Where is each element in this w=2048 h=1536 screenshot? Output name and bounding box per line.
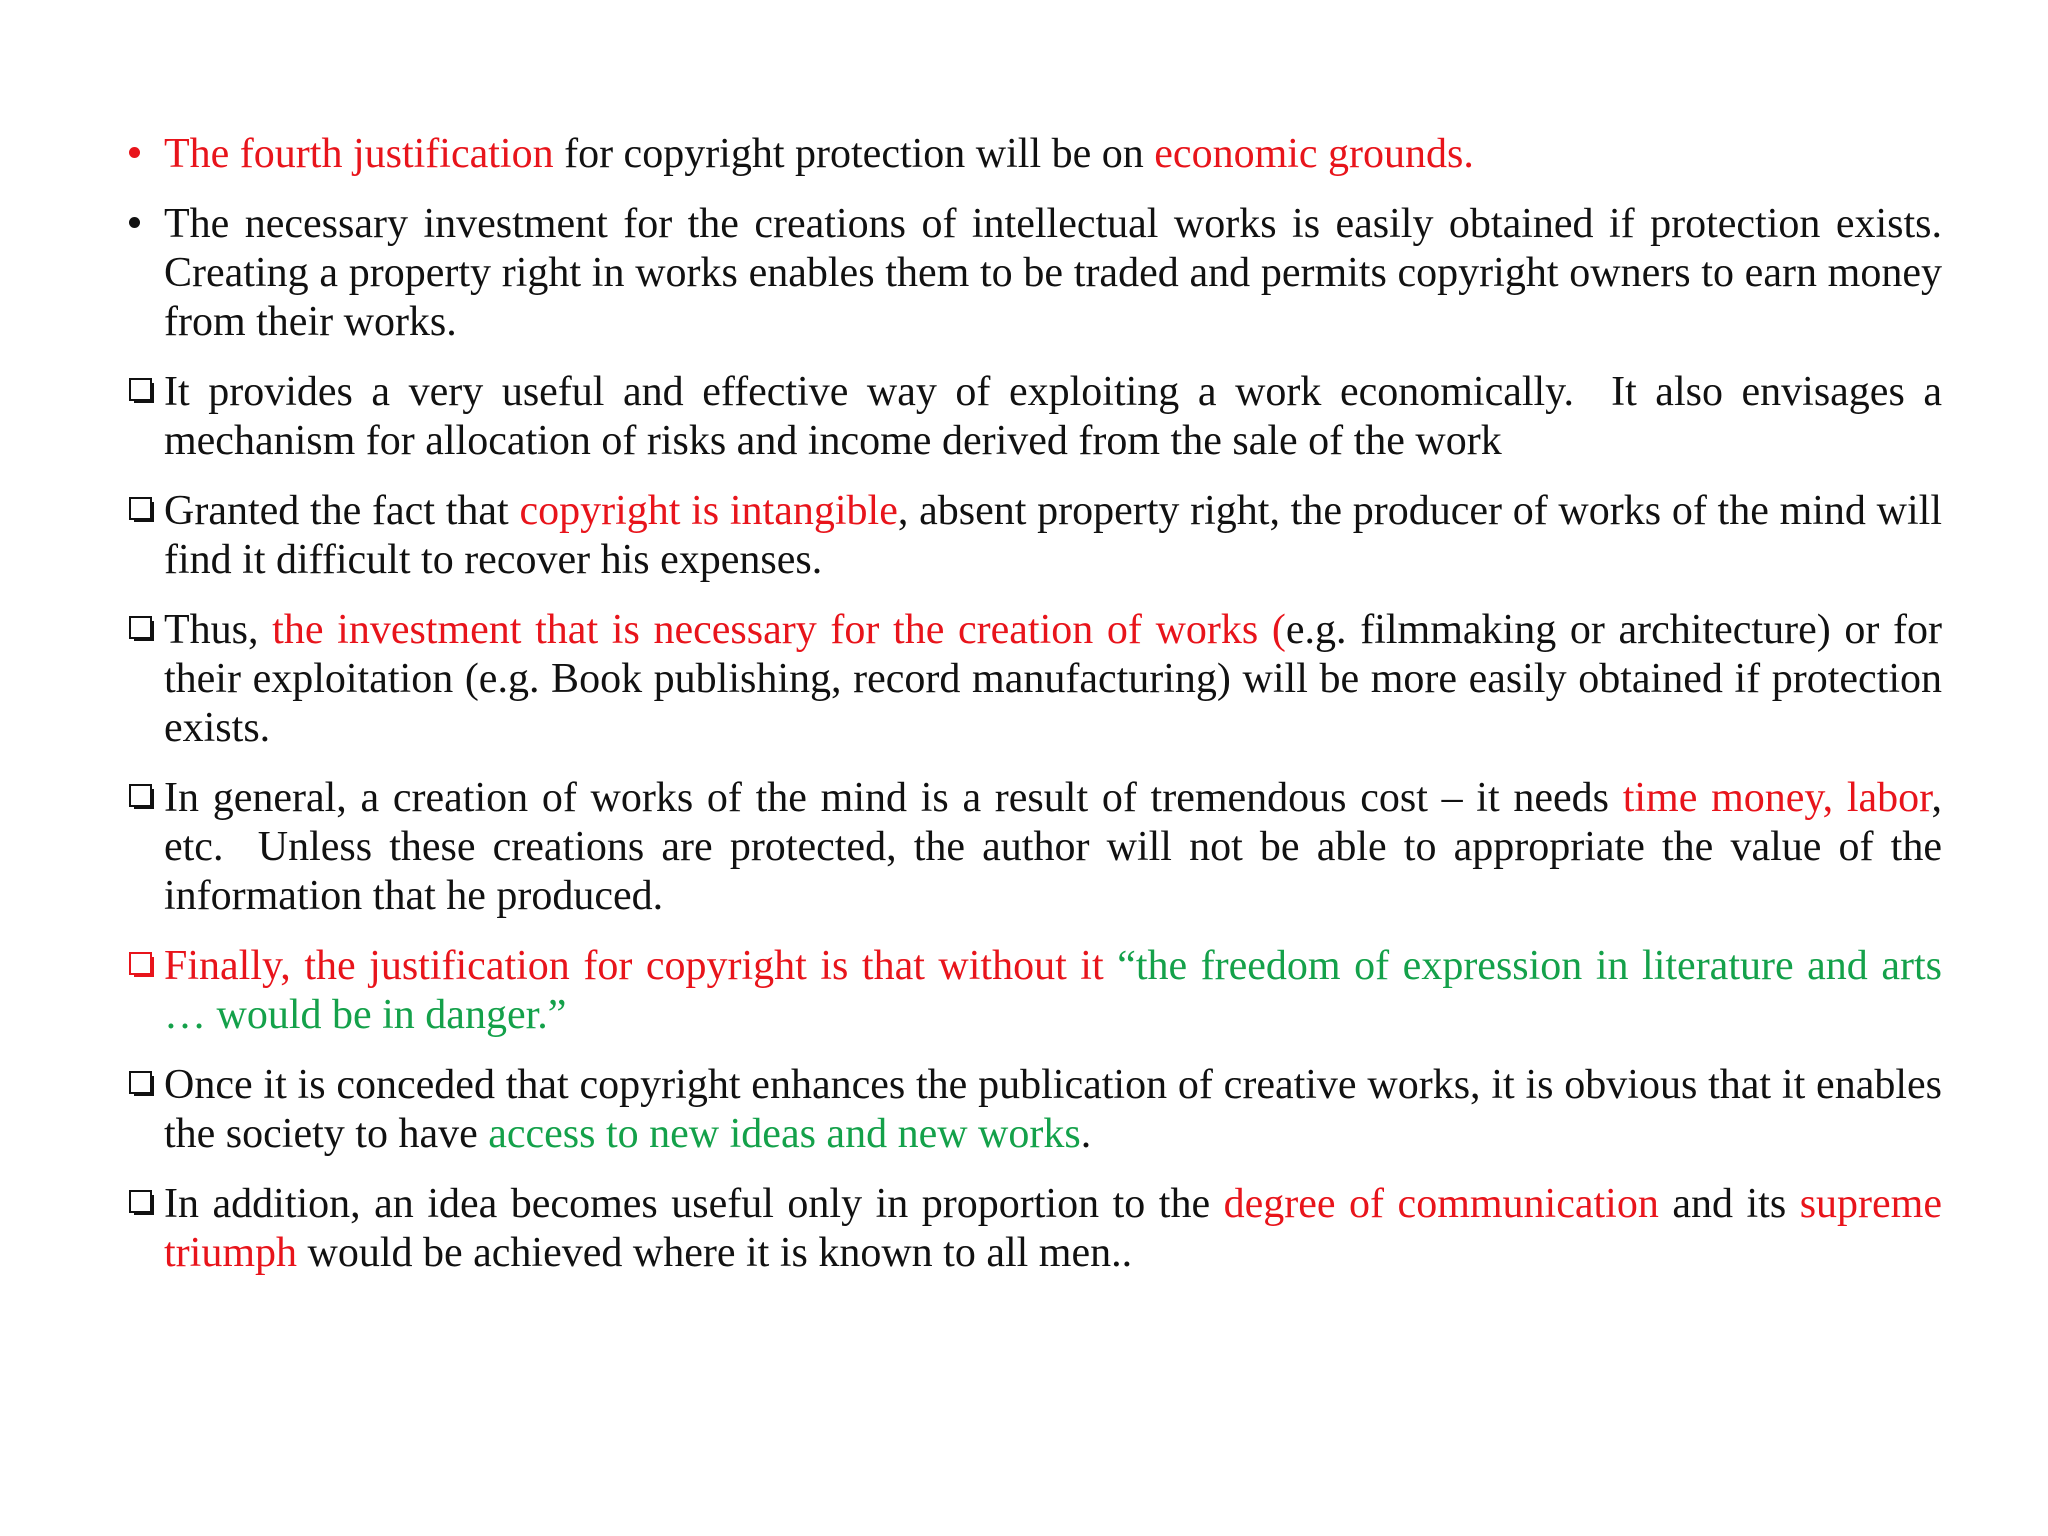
checkbox-bullet-icon [126,1180,164,1229]
bullet-text-segment: The fourth justification [164,131,554,177]
bullet-text-segment: and its [1658,1181,1800,1227]
bullet-text-segment: time money, labor [1622,775,1932,821]
bullet-text-segment: the investment that is necessary for the creation of works ( [272,607,1286,653]
checkbox-bullet-icon [126,368,164,417]
bullet-item [126,368,1953,466]
bullet-text-segment: access to new ideas and new works [488,1111,1081,1157]
bullet-item [126,200,1963,347]
bullet-text-segment: for copyright protection will be on [553,131,1155,177]
bullet-text-segment: In general, a creation of works of the mind is a result of tremendous cost – it needs [164,775,1623,821]
bullet-dot-icon [126,130,164,179]
bullet-text-segment: would be achieved where it is known to all men.. [297,1230,1133,1276]
bullet-item [126,130,1942,179]
bullet-list [126,130,1963,1299]
bullet-text-segment: Thus, [164,607,273,653]
bullet-text-segment: . [1080,1111,1092,1157]
bullet-item [126,487,1953,585]
bullet-text-segment: supreme triumph [164,1181,1953,1276]
bullet-text-segment: degree of communication [1223,1181,1659,1227]
bullet-text-segment: “the freedom of expression in literature and arts … would be in danger.” [164,943,1953,1038]
bullet-text-segment: , etc. Unless these creations are protected, the author will not be able to appropriate the value of the information that he produced. [164,775,1953,919]
checkbox-bullet-icon [126,774,164,823]
bullet-dot-icon [126,200,164,249]
checkbox-bullet-icon [126,606,164,655]
bullet-text-segment: e.g. filmmaking or architecture) or for their exploitation (e.g. Book publishing, record manufacturing) will be more easily obtained if protection exists. [164,607,1953,751]
bullet-text-segment: Granted the fact that [164,488,520,534]
bullet-text-segment: Finally, the justification for copyright is that without it [164,943,1118,989]
bullet-text-segment: It provides a very useful and effective way of exploiting a work economically. It also envisages a mechanism for allocation of risks and income derived from the sale of the work [164,369,1953,464]
bullet-text-segment: Once it is conceded that copyright enhances the publication of creative works, it is obvious that it enables the society to have [164,1062,1953,1157]
bullet-text-segment: economic grounds. [1154,131,1474,177]
bullet-item [126,1061,1953,1159]
bullet-item [126,774,1953,921]
bullet-item [126,942,1953,1040]
bullet-text-segment: In addition, an idea becomes useful only in proportion to the [164,1181,1224,1227]
checkbox-bullet-icon [126,942,164,991]
bullet-text-segment: The necessary investment for the creations of intellectual works is easily obtained if protection exists. Creating a property right in works enables them to be traded and permits copyright owners to earn money from their works. [164,201,1963,345]
checkbox-bullet-icon [126,1061,164,1110]
bullet-text-segment: copyright is intangible [519,488,898,534]
bullet-item [126,1180,1953,1278]
bullet-text-segment: , absent property right, the producer of works of the mind will find it difficult to recover his expenses. [164,488,1953,583]
checkbox-bullet-icon [126,487,164,536]
bullet-item [126,606,1953,753]
